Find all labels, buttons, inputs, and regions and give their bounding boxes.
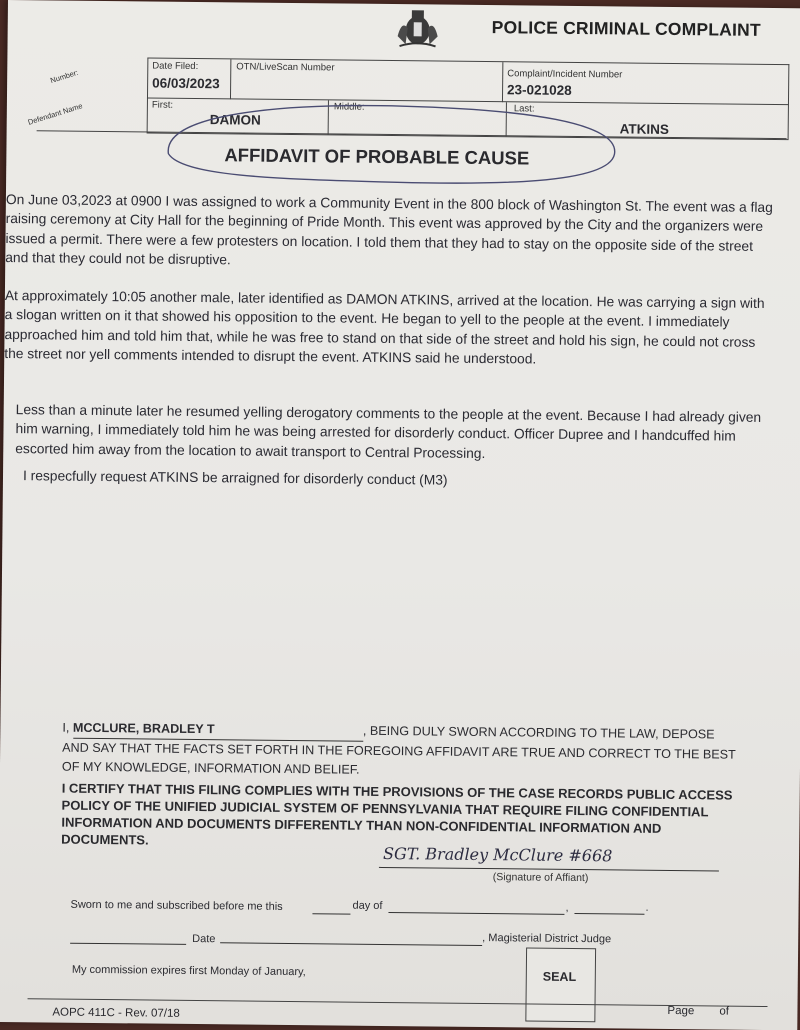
last-name-label: Last: [513, 103, 535, 115]
affiant-signature: SGT. Bradley McClure #668 [382, 843, 613, 866]
sworn-text: Sworn to me and subscribed before me this [70, 898, 283, 913]
date-blank [70, 943, 186, 945]
seal-label: SEAL [542, 969, 577, 985]
narrative-paragraph: Less than a minute later he resumed yelling derogatory comments to the people at the event. Because I had already given him warning, I immediately told him he was being arrested for disorderly conduct. Officer Dupree and I handcuffed him escorted him away from the location to await transport to Central Processing. [15, 402, 762, 461]
first-name-value: DAMON [209, 112, 261, 128]
defendant-name-caption: Defendant Name [26, 101, 84, 127]
form-title: POLICE CRIMINAL COMPLAINT [491, 17, 761, 40]
oath-text: , BEING DULY SWORN ACCORDING TO THE LAW, DEPOSE AND SAY THAT THE FACTS SET FORTH IN THE FOREGOING AFFIDAVIT ARE TRUE AND CORRECT TO THE BEST OF MY KNOWLEDGE, INFORMATION AND BELIEF. [61, 723, 736, 777]
judge-name-blank [220, 942, 482, 946]
complaint-number-label: Complaint/Incident Number [507, 68, 623, 81]
narrative-paragraph: At approximately 10:05 another male, later identified as DAMON ATKINS, arrived at the location. He was carrying a sign with a slogan written on it that showed his opposition to the event. He began to yell to the people at the event. I immediately approached him and told him that, while he was free to stand on that side of the street and hold his sign, he could not cross the street nor yell comments intended to disrupt the event. ATKINS said he understood. [4, 287, 765, 367]
signature-caption: (Signature of Affiant) [492, 871, 589, 885]
last-name-value: ATKINS [619, 121, 670, 137]
certification-statement: I CERTIFY THAT THIS FILING COMPLIES WITH THE PROVISIONS OF THE CASE RECORDS PUBLIC ACCESS POLICY OF THE UNIFIED JUDICIAL SYSTEM OF PENNSYLVANIA THAT REQUIRE FILING CONFIDENTIAL INFORMATION AND DOCUMENTS DIFFERENTLY THAN NON-CONFIDENTIAL INFORMATION AND DOCUMENTS. [61, 780, 733, 848]
page-label: Page [667, 1004, 695, 1018]
date-comma: , [565, 901, 569, 914]
hand-drawn-circle-icon [162, 96, 623, 189]
state-seal-icon [388, 6, 448, 49]
sworn-year-blank [574, 913, 644, 915]
otn-label: OTN/LiveScan Number [236, 61, 335, 74]
date-filed-value: 06/03/2023 [152, 75, 220, 92]
date-filed-label: Date Filed: [152, 60, 199, 72]
narrative-paragraph: On June 03,2023 at 0900 I was assigned to work a Community Event in the 800 block of Washington St. The event was a flag raising ceremony at City Hall for the beginning of Pride Month. This event was approved by the City and the organizers were issued a permit. There were a few protesters on location. I told them that they had to stay on the opposite side of the street and that they could not be disruptive. [5, 191, 773, 268]
number-caption: Number: [49, 67, 80, 86]
sworn-day-blank [312, 913, 350, 914]
judge-label: , Magisterial District Judge [482, 932, 612, 946]
first-name-label: First: [151, 99, 174, 111]
oath-statement [62, 719, 743, 784]
complaint-number-value: 23-021028 [507, 82, 572, 98]
of-label: of [719, 1005, 730, 1018]
day-of-label: day of [352, 899, 383, 912]
date-label: Date [192, 932, 216, 946]
footer-rule [28, 998, 768, 1007]
affidavit-title: AFFIDAVIT OF PROBABLE CAUSE [224, 144, 530, 169]
sworn-month-blank [388, 912, 564, 915]
affiant-name-field: MCCLURE, BRADLEY T [73, 719, 363, 742]
commission-text: My commission expires first Monday of January, [71, 963, 306, 979]
middle-name-label: Middle: [333, 101, 365, 113]
form-identifier: AOPC 411C - Rev. 07/18 [52, 1006, 180, 1020]
date-period: . [645, 901, 649, 914]
narrative-paragraph: I respecfully request ATKINS be arraigned for disorderly conduct (M3) [22, 468, 448, 488]
oath-prefix: I, [62, 720, 70, 735]
seal-box [525, 947, 596, 1022]
